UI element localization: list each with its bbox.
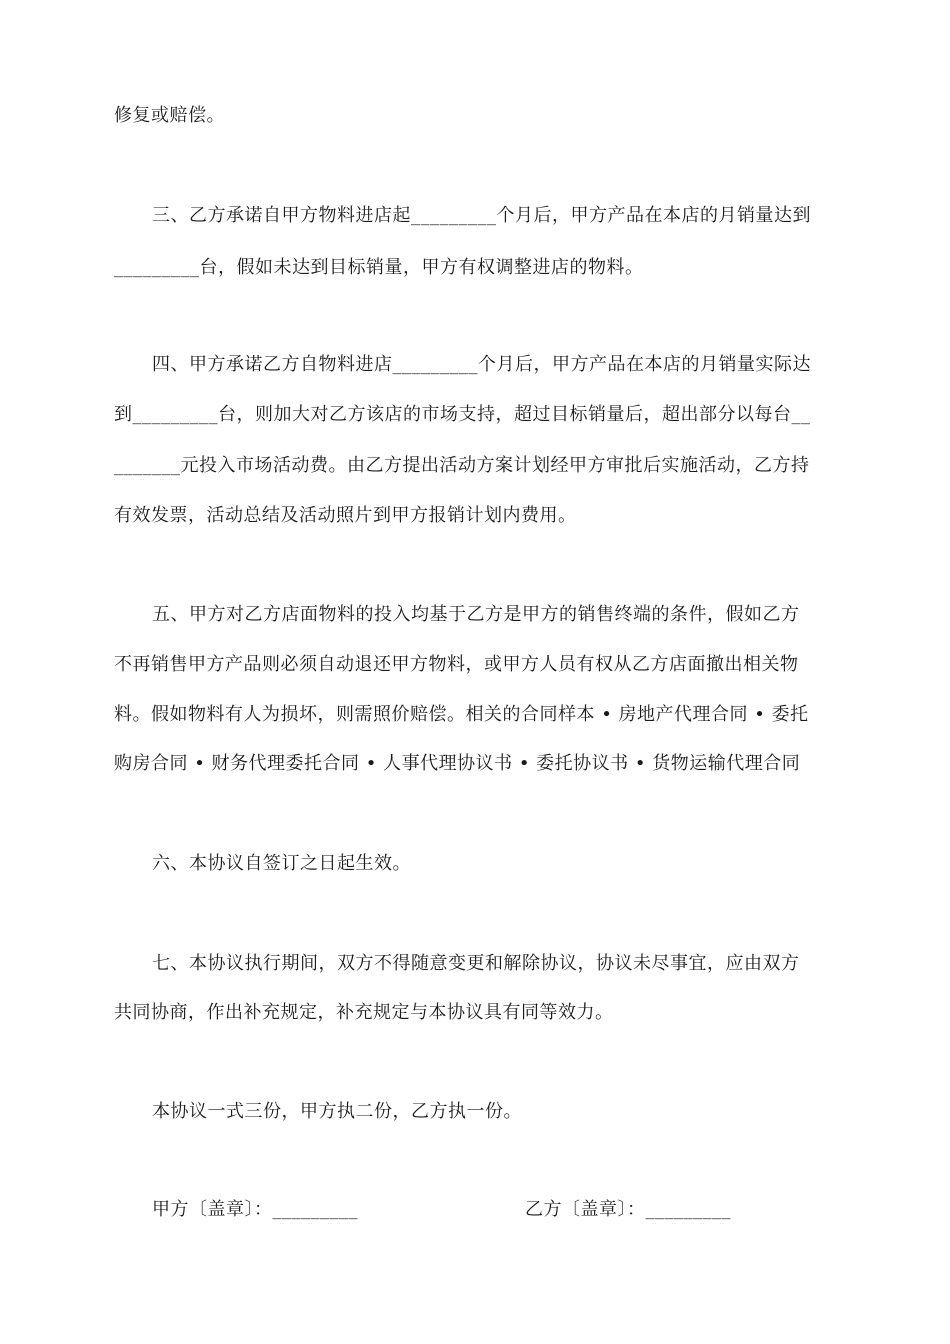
paragraph-2-tail: 修复或赔偿。 [114, 105, 225, 126]
clause-7-line-2: 共同协商，作出补充规定，补充规定与本协议具有同等效力。 [114, 1002, 614, 1023]
clause-4-line-3: _______元投入市场活动费。由乙方提出活动方案计划经甲方审批后实施活动，乙方持 [114, 455, 810, 476]
clause-5-line-2: 不再销售甲方产品则必须自动退还甲方物料，或甲方人员有权从乙方店面撤出相关物 [114, 654, 799, 675]
party-a-signature: 甲方〔盖章〕：_________ [152, 1199, 358, 1220]
clause-5-line-3: 料。假如物料有人为损坏，则需照价赔偿。相关的合同样本 • 房地产代理合同 • 委托 [114, 704, 809, 725]
clause-4-line-4: 有效发票，活动总结及活动照片到甲方报销计划内费用。 [114, 505, 577, 526]
clause-7-line-1: 七、本协议执行期间，双方不得随意变更和解除协议，协议未尽事宜，应由双方 [152, 953, 800, 974]
clause-5-line-1: 五、甲方对乙方店面物料的投入均基于乙方是甲方的销售终端的条件，假如乙方 [152, 604, 800, 625]
clause-3-line-2: _________台，假如未达到目标销量，甲方有权调整进店的物料。 [114, 257, 644, 278]
clause-4-line-1: 四、甲方承诺乙方自物料进店_________个月后，甲方产品在本店的月销量实际达 [152, 354, 811, 375]
copies-statement: 本协议一式三份，甲方执二份，乙方执一份。 [152, 1101, 522, 1122]
party-b-signature: 乙方〔盖章〕：_________ [525, 1199, 731, 1220]
clause-3-line-1: 三、乙方承诺自甲方物料进店起_________个月后，甲方产品在本店的月销量达到 [152, 205, 811, 226]
clause-5-line-4: 购房合同 • 财务代理委托合同 • 人事代理协议书 • 委托协议书 • 货物运输代理合同 [114, 753, 801, 774]
clause-6: 六、本协议自签订之日起生效。 [152, 853, 411, 874]
clause-4-line-2: 到_________台，则加大对乙方该店的市场支持，超过目标销量后，超出部分以每台__ [114, 404, 811, 425]
